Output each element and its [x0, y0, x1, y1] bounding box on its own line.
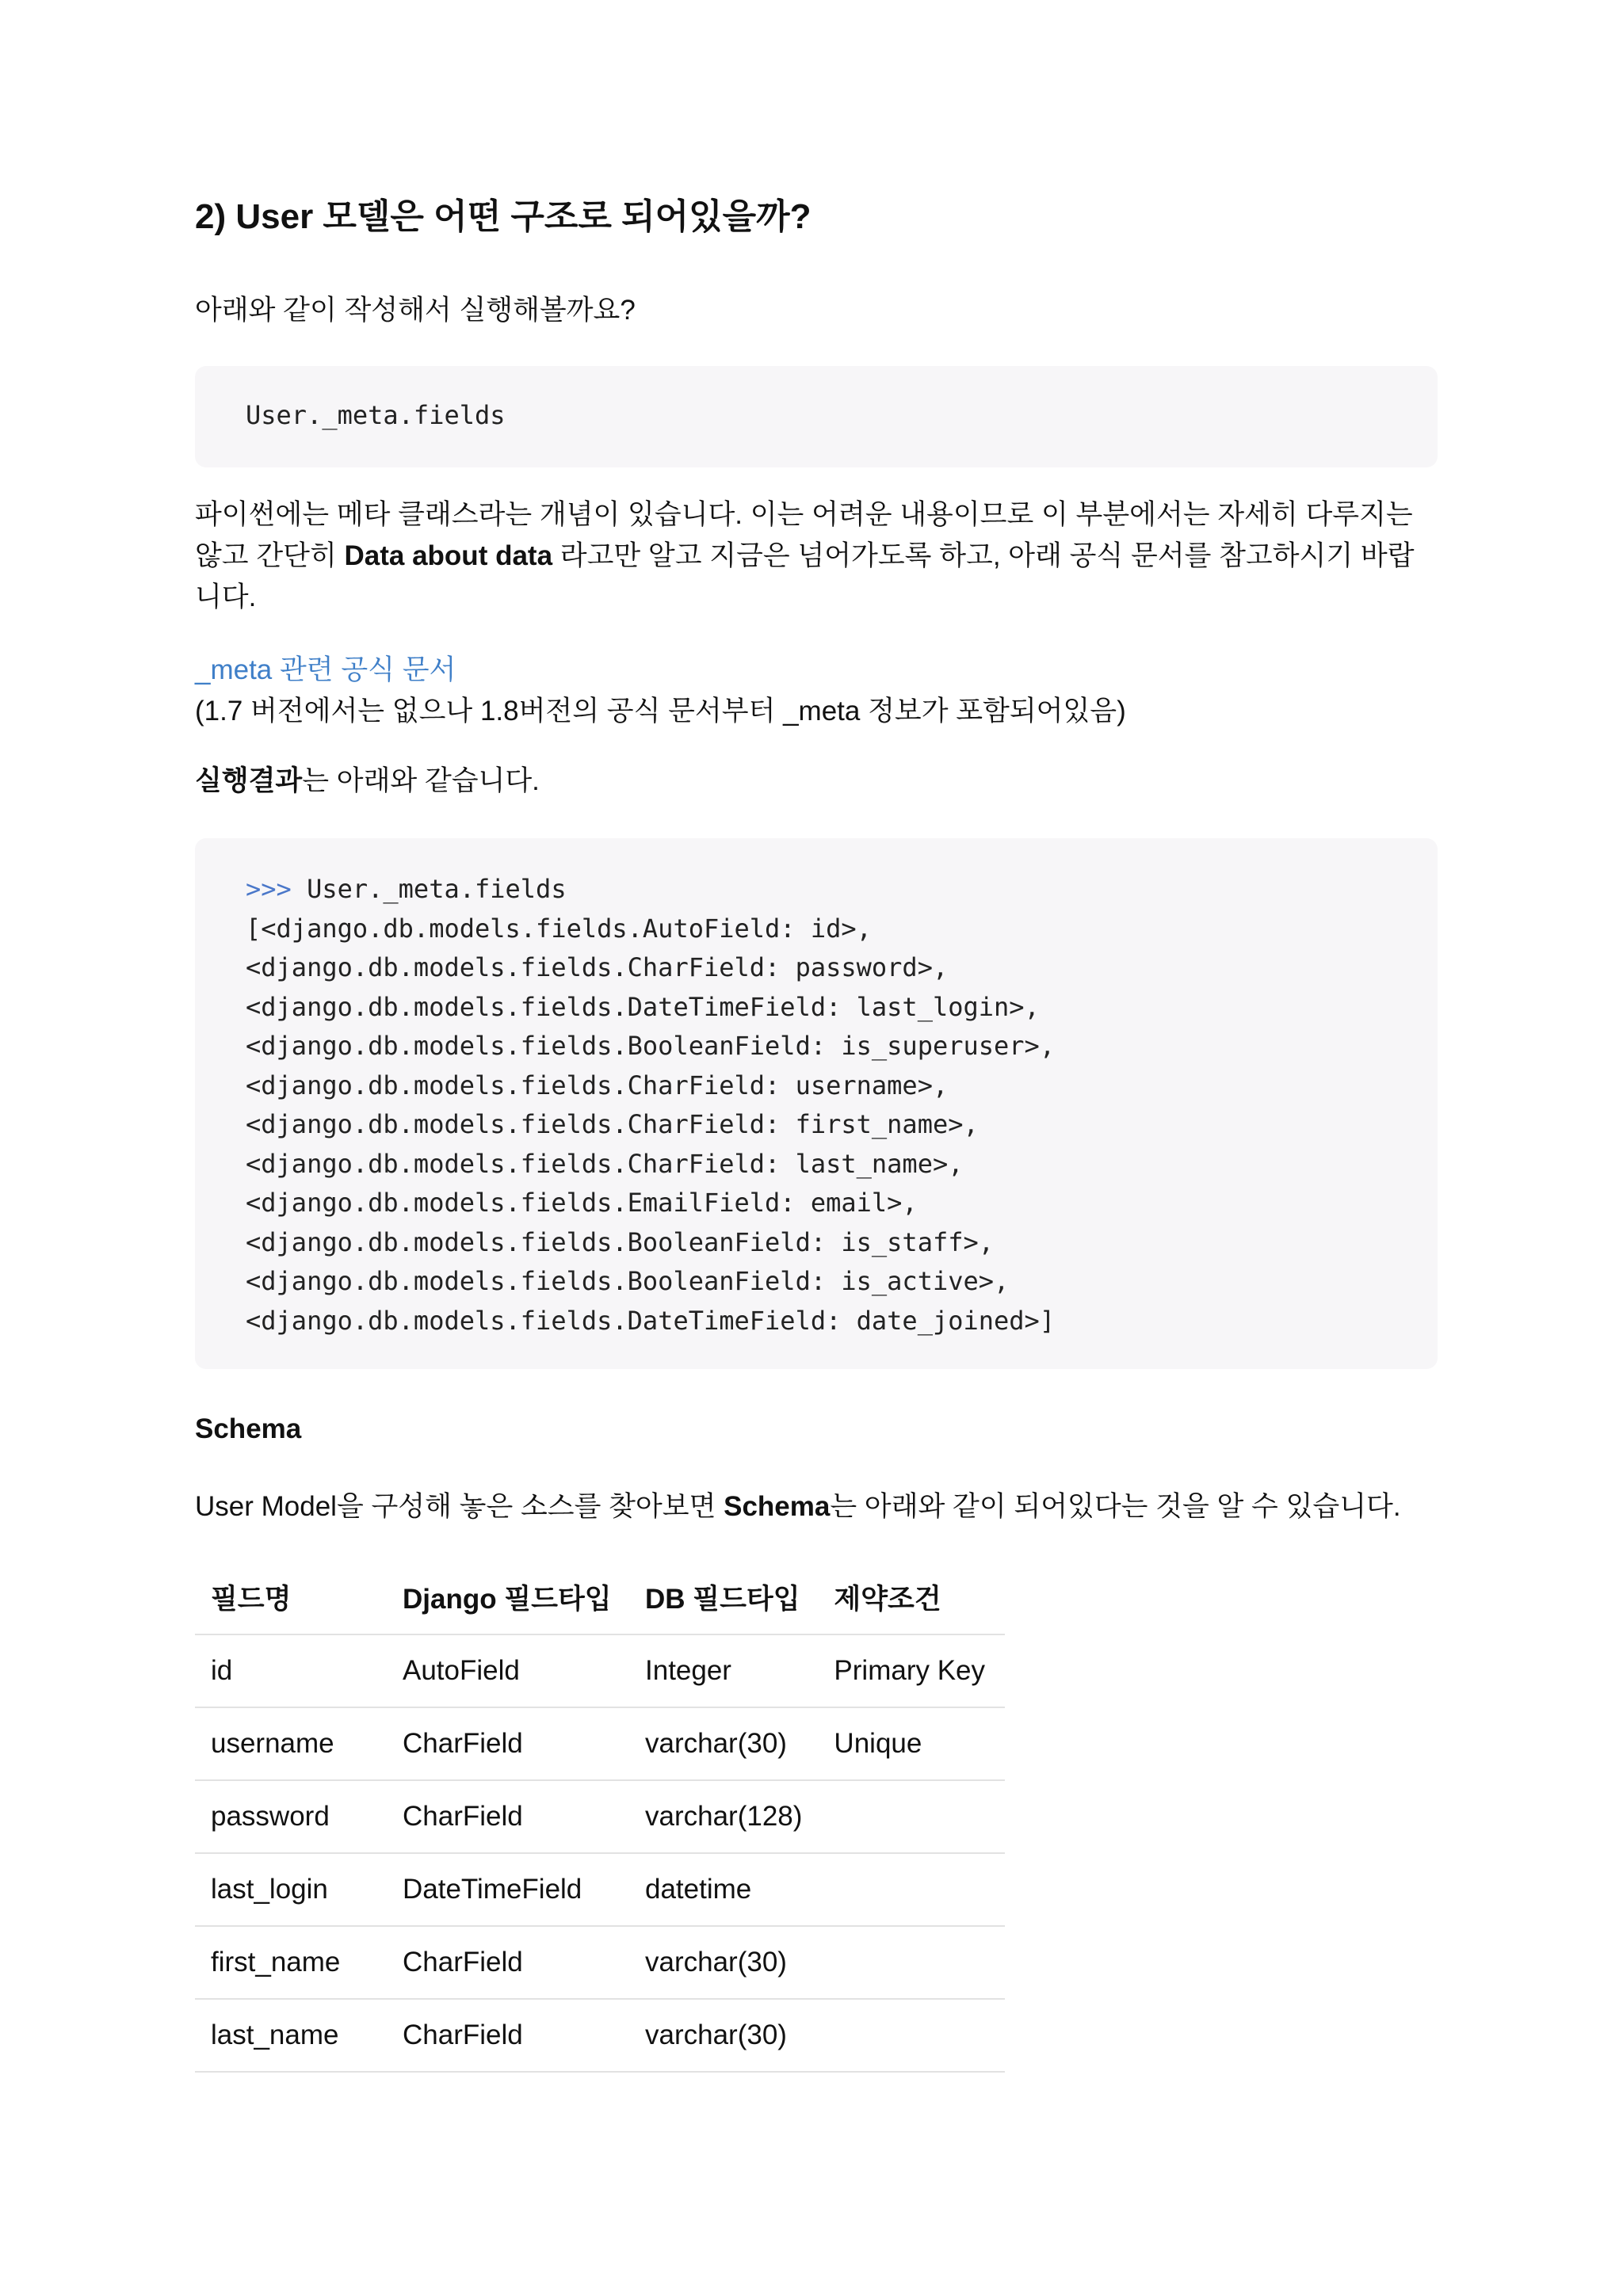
- table-cell: Integer: [629, 1634, 818, 1707]
- code-line: <django.db.models.fields.BooleanField: is_staff>,: [246, 1226, 995, 1257]
- table-cell: [818, 1780, 1005, 1853]
- schema-heading: Schema: [195, 1413, 302, 1444]
- code-line: <django.db.models.fields.CharField: username>,: [246, 1070, 949, 1100]
- header-constraint: 제약조건: [818, 1561, 1005, 1634]
- table-row: [195, 1853, 1005, 1926]
- table-cell: varchar(128): [629, 1780, 818, 1853]
- table-cell: password: [195, 1780, 387, 1853]
- code-line: <django.db.models.fields.CharField: last_name>,: [246, 1148, 964, 1179]
- table-cell: CharField: [387, 1999, 629, 2072]
- table-row: [195, 1634, 1005, 1707]
- version-note: (1.7 버전에서는 없으나 1.8버전의 공식 문서부터 _meta 정보가 포함되어있음): [195, 696, 1126, 727]
- table-cell: CharField: [387, 1780, 629, 1853]
- result-intro-rest: 는 아래와 같습니다.: [302, 765, 540, 796]
- table-row: [195, 1999, 1005, 2072]
- table-cell: id: [195, 1634, 387, 1707]
- command-text: User._meta.fields: [291, 874, 567, 904]
- table-cell: AutoField: [387, 1634, 629, 1707]
- code-line: <django.db.models.fields.EmailField: email>,: [246, 1188, 918, 1218]
- code-line: <django.db.models.fields.DateTimeField: date_joined>]: [246, 1305, 1056, 1336]
- table-cell: [818, 1853, 1005, 1926]
- schema-paragraph: [195, 1486, 1439, 1527]
- table-cell: CharField: [387, 1926, 629, 1999]
- header-django-type: Django 필드타입: [387, 1561, 629, 1634]
- header-db-type: DB 필드타입: [629, 1561, 818, 1634]
- table-cell: [818, 1926, 1005, 1999]
- code-line: <django.db.models.fields.BooleanField: is_superuser>,: [246, 1031, 1056, 1061]
- table-cell: Unique: [818, 1707, 1005, 1780]
- table-header-row: [195, 1561, 1005, 1634]
- section-heading: 2) User 모델은 어떤 구조로 되어있을까?: [195, 197, 812, 236]
- table-cell: Primary Key: [818, 1634, 1005, 1707]
- schema-text-2: 는 아래와 같이 되어있다는 것을 알 수 있습니다.: [830, 1491, 1401, 1522]
- code-block-output: [195, 838, 1438, 1369]
- intro-text: 아래와 같이 작성해서 실행해볼까요?: [195, 295, 636, 326]
- table-cell: varchar(30): [629, 1999, 818, 2072]
- result-intro: [195, 761, 1439, 802]
- code-line: User._meta.fields: [246, 400, 506, 430]
- table-cell: CharField: [387, 1707, 629, 1780]
- table-cell: varchar(30): [629, 1926, 818, 1999]
- code-block-command: [195, 366, 1438, 467]
- meta-text-2: 라고만 알고 지금은 넘어가도록 하고, 아래 공식 문서를 참고하시기 바랍니다.: [195, 540, 1415, 612]
- code-line-command: [246, 870, 1387, 910]
- table-row: [195, 1780, 1005, 1853]
- meta-text-bold: Data about data: [344, 540, 553, 571]
- result-intro-bold: 실행결과: [195, 765, 303, 796]
- meta-text-1: 파이썬에는 메타 클래스라는 개념이 있습니다. 이는 어려운 내용이므로 이 부분에서는 자세히 다루지는 않고 간단히: [195, 499, 1413, 571]
- header-field-name: 필드명: [195, 1561, 387, 1634]
- table-cell: last_login: [195, 1853, 387, 1926]
- table-cell: first_name: [195, 1926, 387, 1999]
- code-line: [<django.db.models.fields.AutoField: id>,: [246, 913, 872, 944]
- table-cell: last_name: [195, 1999, 387, 2072]
- code-line: <django.db.models.fields.BooleanField: is_active>,: [246, 1266, 1010, 1296]
- table-cell: DateTimeField: [387, 1853, 629, 1926]
- code-line: <django.db.models.fields.CharField: password>,: [246, 952, 949, 982]
- prompt-marker: >>>: [246, 874, 292, 904]
- code-line: <django.db.models.fields.DateTimeField: last_login>,: [246, 991, 1040, 1022]
- table-cell: datetime: [629, 1853, 818, 1926]
- table-cell: username: [195, 1707, 387, 1780]
- table-cell: varchar(30): [629, 1707, 818, 1780]
- table-row: [195, 1926, 1005, 1999]
- doc-link-paragraph: [195, 650, 1439, 732]
- meta-docs-link[interactable]: _meta 관련 공식 문서: [195, 654, 456, 685]
- table-cell: [818, 1999, 1005, 2072]
- schema-text-bold: Schema: [724, 1491, 831, 1522]
- schema-text-1: User Model을 구성해 놓은 소스를 찾아보면: [195, 1491, 724, 1522]
- meta-class-paragraph: [195, 494, 1439, 618]
- schema-table: [195, 1561, 1005, 2073]
- table-row: [195, 1707, 1005, 1780]
- code-line: <django.db.models.fields.CharField: first_name>,: [246, 1109, 979, 1139]
